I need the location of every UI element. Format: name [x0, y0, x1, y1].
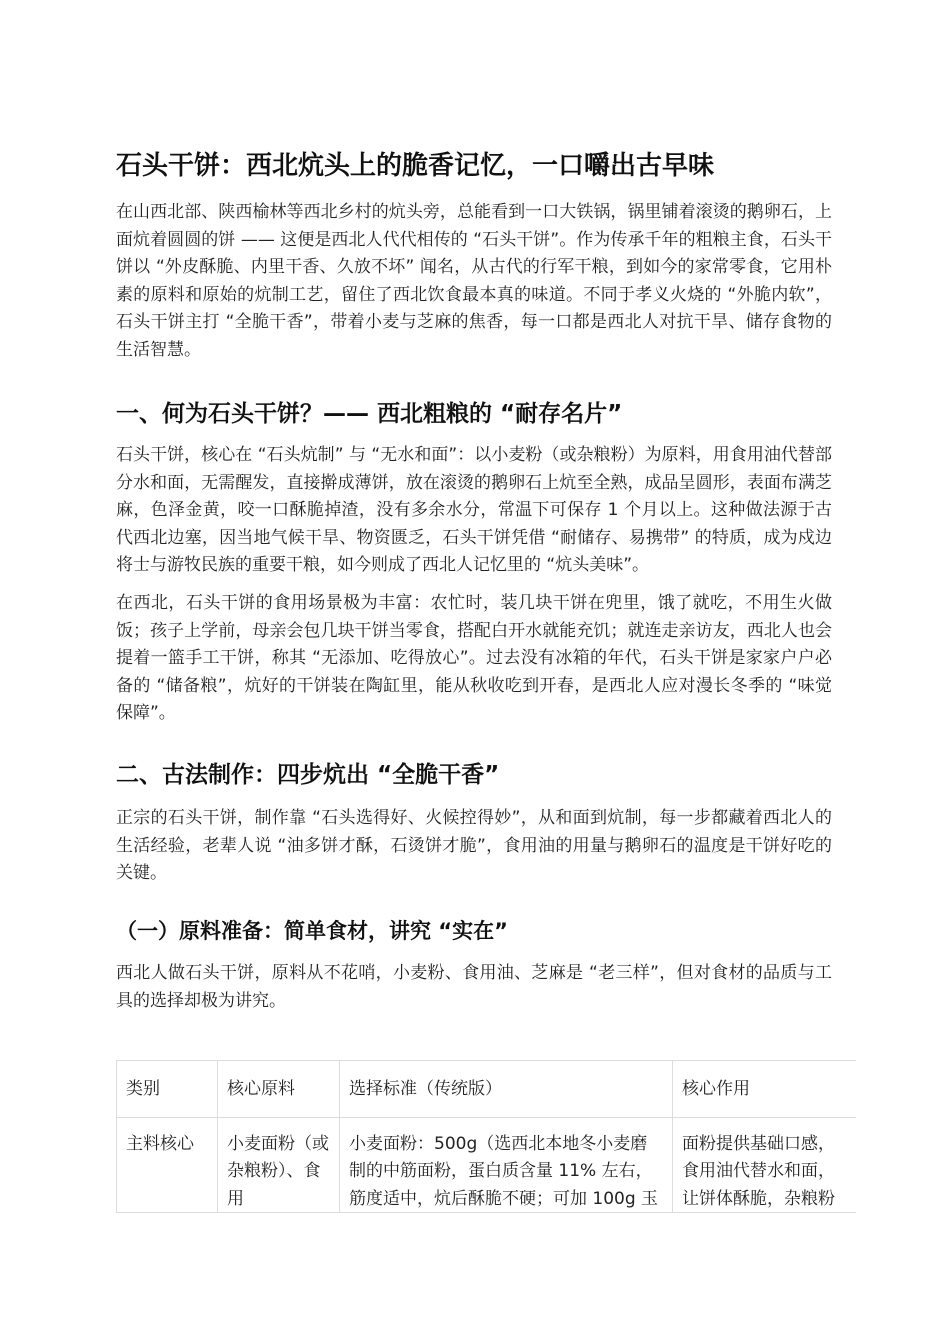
- section-2-paragraph: 正宗的石头干饼，制作靠 “石头选得好、火候控得妙”，从和面到炕制，每一步都藏着西北人的生活经验，老辈人说 “油多饼才酥，石烫饼才脆”，食用油的用量与鹅卵石的温度是干饼好吃的关键。: [116, 808, 832, 884]
- subsection-1-paragraph: 西北人做石头干饼，原料从不花哨，小麦粉、食用油、芝麻是 “老三样”，但对食材的品质与工具的选择却极为讲究。: [116, 963, 832, 1011]
- table-header-row: [117, 1061, 857, 1118]
- table-header-cell: 类别: [117, 1061, 218, 1118]
- document-title: 石头干饼：西北炕头上的脆香记忆，一口嚼出古早味: [116, 151, 715, 181]
- table-header-cell: 核心作用: [673, 1061, 857, 1118]
- table-cell: 小麦面粉：500g（选西北本地冬小麦磨制的中筋面粉，蛋白质含量 11% 左右，筋度适中，炕后酥脆不硬；可加 100g 玉: [340, 1117, 673, 1213]
- table-row: [117, 1117, 857, 1213]
- intro-paragraph: 在山西北部、陕西榆林等西北乡村的炕头旁，总能看到一口大铁锅，锅里铺着滚烫的鹅卵石，上面炕着圆圆的饼 —— 这便是西北人代代相传的 “石头干饼”。作为传承千年的粗粮主食，石头干饼以 “外皮酥脆、内里干香、久放不坏” 闻名，从古代的行军干粮，到如今的家常零食，它用朴素的原料和原始的炕制工艺，留住了西北饮食最本真的味道。不同于孝义火烧的 “外脆内软”，石头干饼主打 “全脆干香”，带着小麦与芝麻的焦香，每一口都是西北人对抗干旱、储存食物的生活智慧。: [116, 202, 832, 360]
- subsection-1-heading: （一）原料准备：简单食材，讲究 “实在”: [116, 919, 508, 943]
- table-cell: 主料核心: [117, 1117, 218, 1213]
- table-cell: 面粉提供基础口感，食用油代替水和面，让饼体酥脆，杂粮粉: [673, 1117, 857, 1213]
- section-1-paragraph-2: 在西北，石头干饼的食用场景极为丰富：农忙时，装几块干饼在兜里，饿了就吃，不用生火做饭；孩子上学前，母亲会包几块干饼当零食，搭配白开水就能充饥；就连走亲访友，西北人也会提着一篮手工干饼，称其 “无添加、吃得放心”。过去没有冰箱的年代，石头干饼是家家户户必备的 “储备粮”，炕好的干饼装在陶缸里，能从秋收吃到开春，是西北人应对漫长冬季的 “味觉保障”。: [116, 593, 832, 724]
- table-header-cell: 核心原料: [218, 1061, 340, 1118]
- section-1-heading: 一、何为石头干饼？—— 西北粗粮的 “耐存名片”: [116, 401, 623, 427]
- ingredients-table: [116, 1060, 856, 1213]
- section-1-paragraph-1: 石头干饼，核心在 “石头炕制” 与 “无水和面”：以小麦粉（或杂粮粉）为原料，用食用油代替部分水和面，无需醒发，直接擀成薄饼，放在滚烫的鹅卵石上炕至全熟，成品呈圆形，表面布满芝麻，色泽金黄，咬一口酥脆掉渣，没有多余水分，常温下可保存 1 个月以上。这种做法源于古代西北边塞，因当地气候干旱、物资匮乏，石头干饼凭借 “耐储存、易携带” 的特质，成为戍边将士与游牧民族的重要干粮，如今则成了西北人记忆里的 “炕头美味”。: [116, 445, 832, 576]
- table-header-cell: 选择标准（传统版）: [340, 1061, 673, 1118]
- section-2-heading: 二、古法制作：四步炕出 “全脆干香”: [116, 762, 500, 788]
- table-cell: 小麦面粉（或杂粮粉）、食用: [218, 1117, 340, 1213]
- ingredients-table-wrapper: [116, 1060, 856, 1213]
